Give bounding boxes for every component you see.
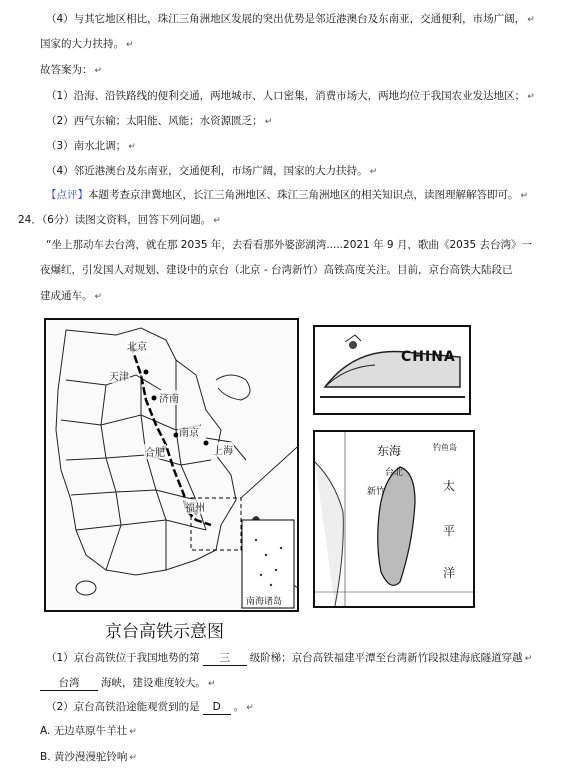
passage-line-3: 建成通车。 ↵ [40, 290, 103, 302]
answer-blank-choice: D [203, 700, 231, 715]
city-label-hefei: 合肥 [144, 444, 166, 459]
pacific-label-3: 洋 [443, 566, 456, 580]
east-china-sea-label: 东海 [377, 444, 402, 458]
answer-item-2: （2）西气东输；太阳能、风能；水资源匮乏； ↵ [46, 115, 273, 127]
city-label-fuzhou: 福州 [184, 499, 206, 514]
city-label-jinan: 济南 [158, 390, 180, 405]
pacific-label-2: 平 [443, 524, 456, 538]
passage-line-2: 夜爆红，引发国人对规划、建设中的京台（北京 - 台湾新竹）高铁高度关注。目前，京台高铁大陆段已 [40, 264, 513, 276]
option-b: B. 黄沙漫漫驼铃响 ↵ [40, 751, 137, 763]
question-24-title: 24．（6分）读图文资料，回答下列问题。 ↵ [18, 214, 221, 226]
answer-item-1: （1）沿海、沿铁路线的便利交通，两地城市、人口密集，消费市场大，两地均位于我国农业发达地区； ↵ [46, 90, 535, 102]
answer-line-4: （4）与其它地区相比，珠江三角洲地区发展的突出优势是邻近港澳台及东南亚，交通便利，市场广阔， ↵ [46, 13, 535, 25]
answer-item-3: （3）南水北调； ↵ [46, 140, 136, 152]
question-1-line-1: （1）京台高铁位于我国地势的第 三 级阶梯；京台高铁福建平潭至台湾新竹段拟建海底隧道穿越 ↵ [46, 652, 533, 664]
city-label-shanghai: 上海 [212, 442, 234, 457]
pacific-label-1: 太 [443, 479, 456, 493]
taipei-label: 台北 [385, 468, 404, 478]
option-a: A. 无边草原牛羊壮 ↵ [40, 725, 137, 737]
south-sea-islands-label: 南海诸岛 [245, 594, 283, 607]
answer-item-4: （4）邻近港澳台及东南亚，交通便利，市场广阔，国家的大力扶持。 ↵ [46, 165, 378, 177]
city-label-beijing: 北京 [126, 338, 148, 353]
beijing-taiwan-railway-map [44, 318, 299, 612]
taiwan-detail-map [313, 430, 475, 608]
answer-line-4-cont: 国家的大力扶持。 ↵ [40, 38, 134, 50]
comment-line: 【点评】本题考查京津冀地区，长江三角洲地区、珠江三角洲地区的相关知识点，读图理解解答即可。 ↵ [46, 189, 529, 201]
answer-heading: 故答案为： ↵ [40, 64, 103, 76]
train-illustration [315, 327, 469, 413]
comment-tag: 【点评】 [46, 189, 88, 201]
high-speed-train-image [313, 325, 471, 415]
province-outline-drawing [46, 320, 297, 610]
passage-line-1: “坐上那动车去台湾，就在那 2035 年，去看看那外婆澎湖湾.....2021 年 9 月，歌曲《2035 去台湾》一 [46, 239, 532, 251]
question-2-line: （2）京台高铁沿途能观赏到的是 D 。 ↵ [46, 701, 254, 713]
diaoyu-island-label: 钓鱼岛 [433, 443, 457, 452]
answer-blank-strait: 台湾 [40, 676, 98, 691]
city-label-tianjin: 天津 [108, 368, 130, 383]
xinzhu-label: 新竹 [367, 487, 386, 497]
answer-blank-step: 三 [203, 651, 247, 666]
question-1-line-2: 台湾 海峡，建设难度较大。 ↵ [40, 676, 216, 691]
city-label-nanjing: 南京 [178, 424, 200, 439]
figure-caption: 京台高铁示意图 [105, 622, 224, 642]
train-logo-text: CHINA [401, 349, 456, 365]
